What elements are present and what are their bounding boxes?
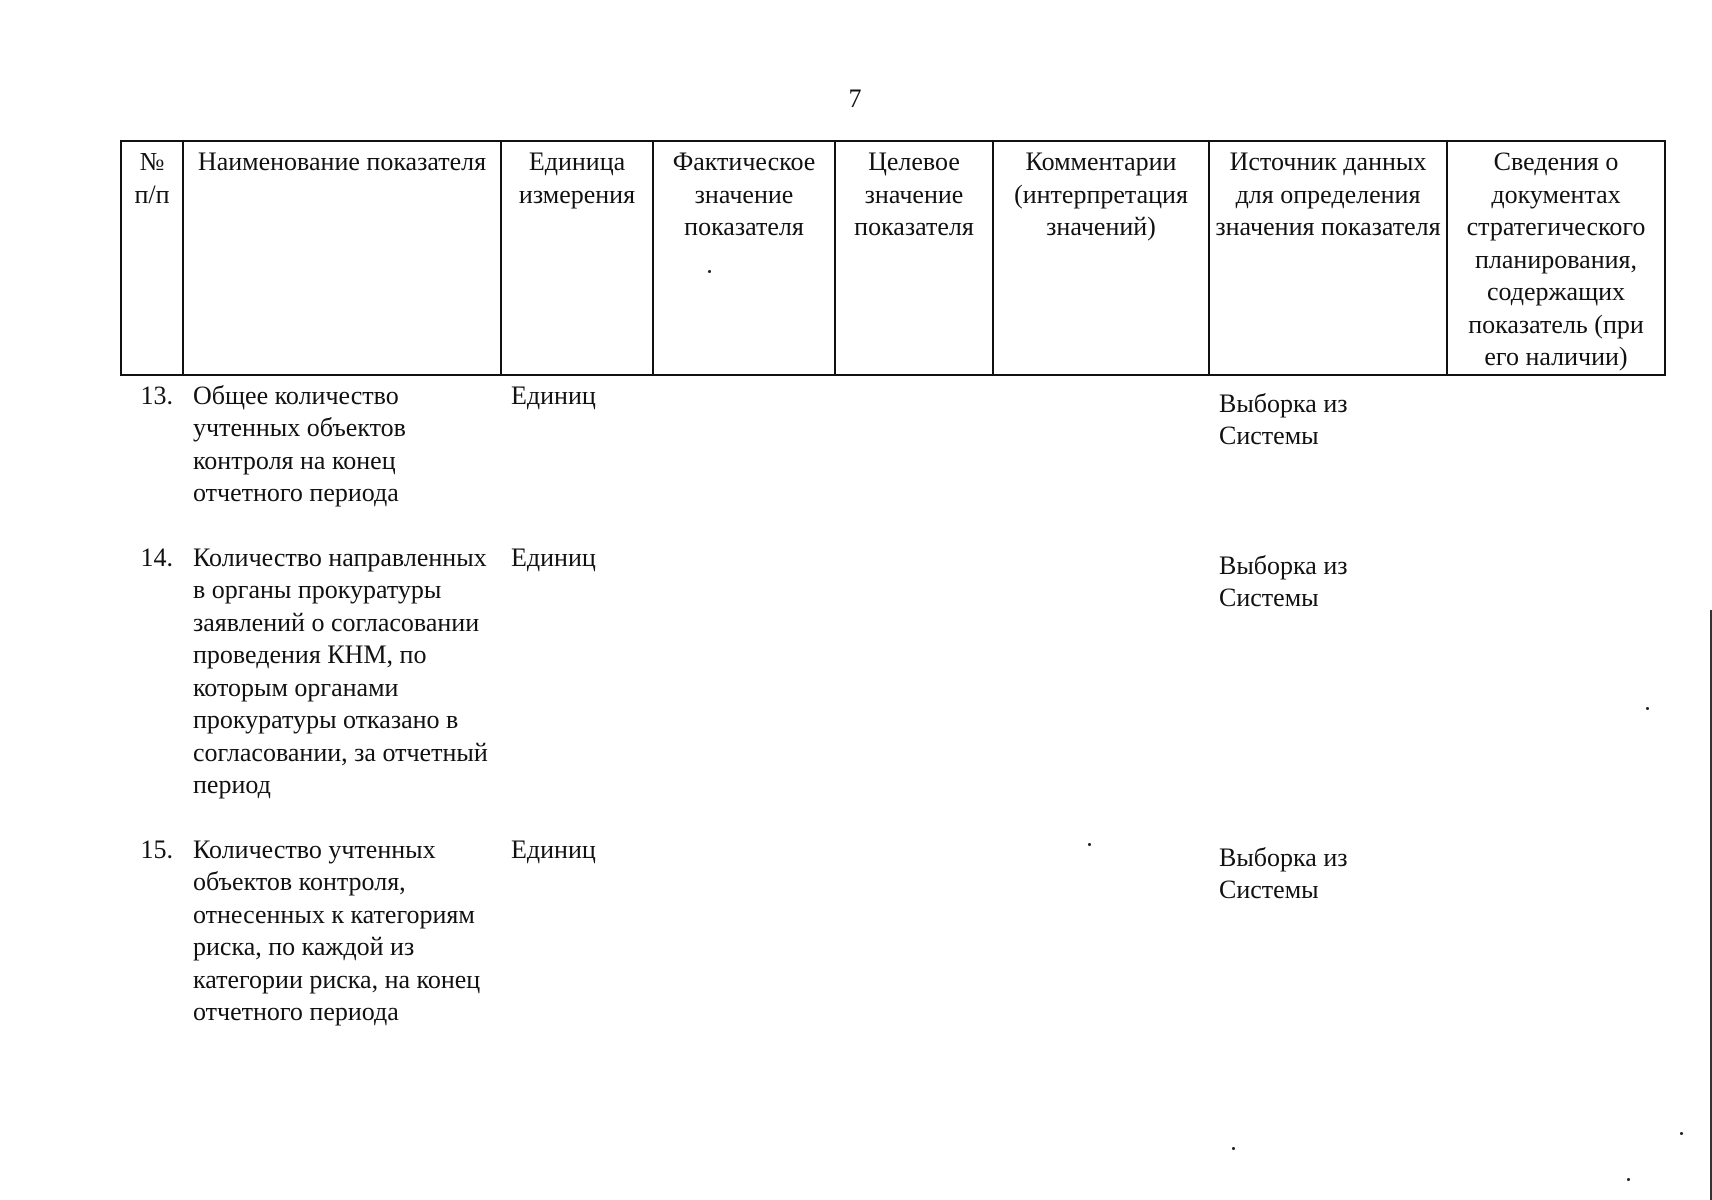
header-target-value: Целевое значение показателя [835,141,993,375]
table-row [121,538,1665,830]
data-source: Выборка из Системы [1219,842,1348,904]
header-comments: Комментарии (интерпретация значений) [993,141,1209,375]
strategic-docs [1447,830,1665,1057]
strategic-docs [1447,538,1665,830]
comment [993,830,1209,1057]
target-value [835,375,993,538]
row-number: 15. [140,834,173,864]
scan-speck [1646,707,1649,710]
header-data-source: Источник данных для определения значения показателя [1209,141,1447,375]
scan-speck [1232,1147,1235,1150]
table-header-row [121,141,1665,375]
comment [993,538,1209,830]
unit: Единиц [511,542,596,572]
scan-speck [708,270,711,273]
table-row [121,375,1665,538]
indicator-name: Количество учтенных объектов контроля, отнесенных к категориям риска, по каждой из категории риска, на конец отчетного периода [193,834,481,1026]
table-row [121,830,1665,1057]
scan-speck [1088,843,1091,846]
actual-value [653,538,835,830]
header-strategic-docs: Сведения о документах стратегического планирования, содержащих показатель (при его наличии) [1447,141,1665,375]
actual-value [653,375,835,538]
scan-speck [1627,1178,1630,1181]
target-value [835,830,993,1057]
unit: Единиц [511,834,596,864]
indicators-table [120,140,1666,1057]
indicator-name: Общее количество учтенных объектов контроля на конец отчетного периода [193,380,406,507]
comment [993,375,1209,538]
page-number: 7 [848,84,862,113]
unit: Единиц [511,380,596,410]
header-actual-value: Фактическое значение показателя [653,141,835,375]
data-source: Выборка из Системы [1219,388,1348,450]
indicator-name: Количество направленных в органы прокуратуры заявлений о согласовании проведения КНМ, по которым органами прокуратуры отказано в согласовании, за отчетный период [193,542,488,799]
data-source: Выборка из Системы [1219,550,1348,612]
row-number: 14. [140,542,173,572]
row-number: 13. [140,380,173,410]
target-value [835,538,993,830]
scan-speck [1680,1132,1683,1135]
strategic-docs [1447,375,1665,538]
header-unit: Единица измерения [501,141,653,375]
header-number: № п/п [121,141,183,375]
header-indicator-name: Наименование показателя [183,141,501,375]
actual-value [653,830,835,1057]
